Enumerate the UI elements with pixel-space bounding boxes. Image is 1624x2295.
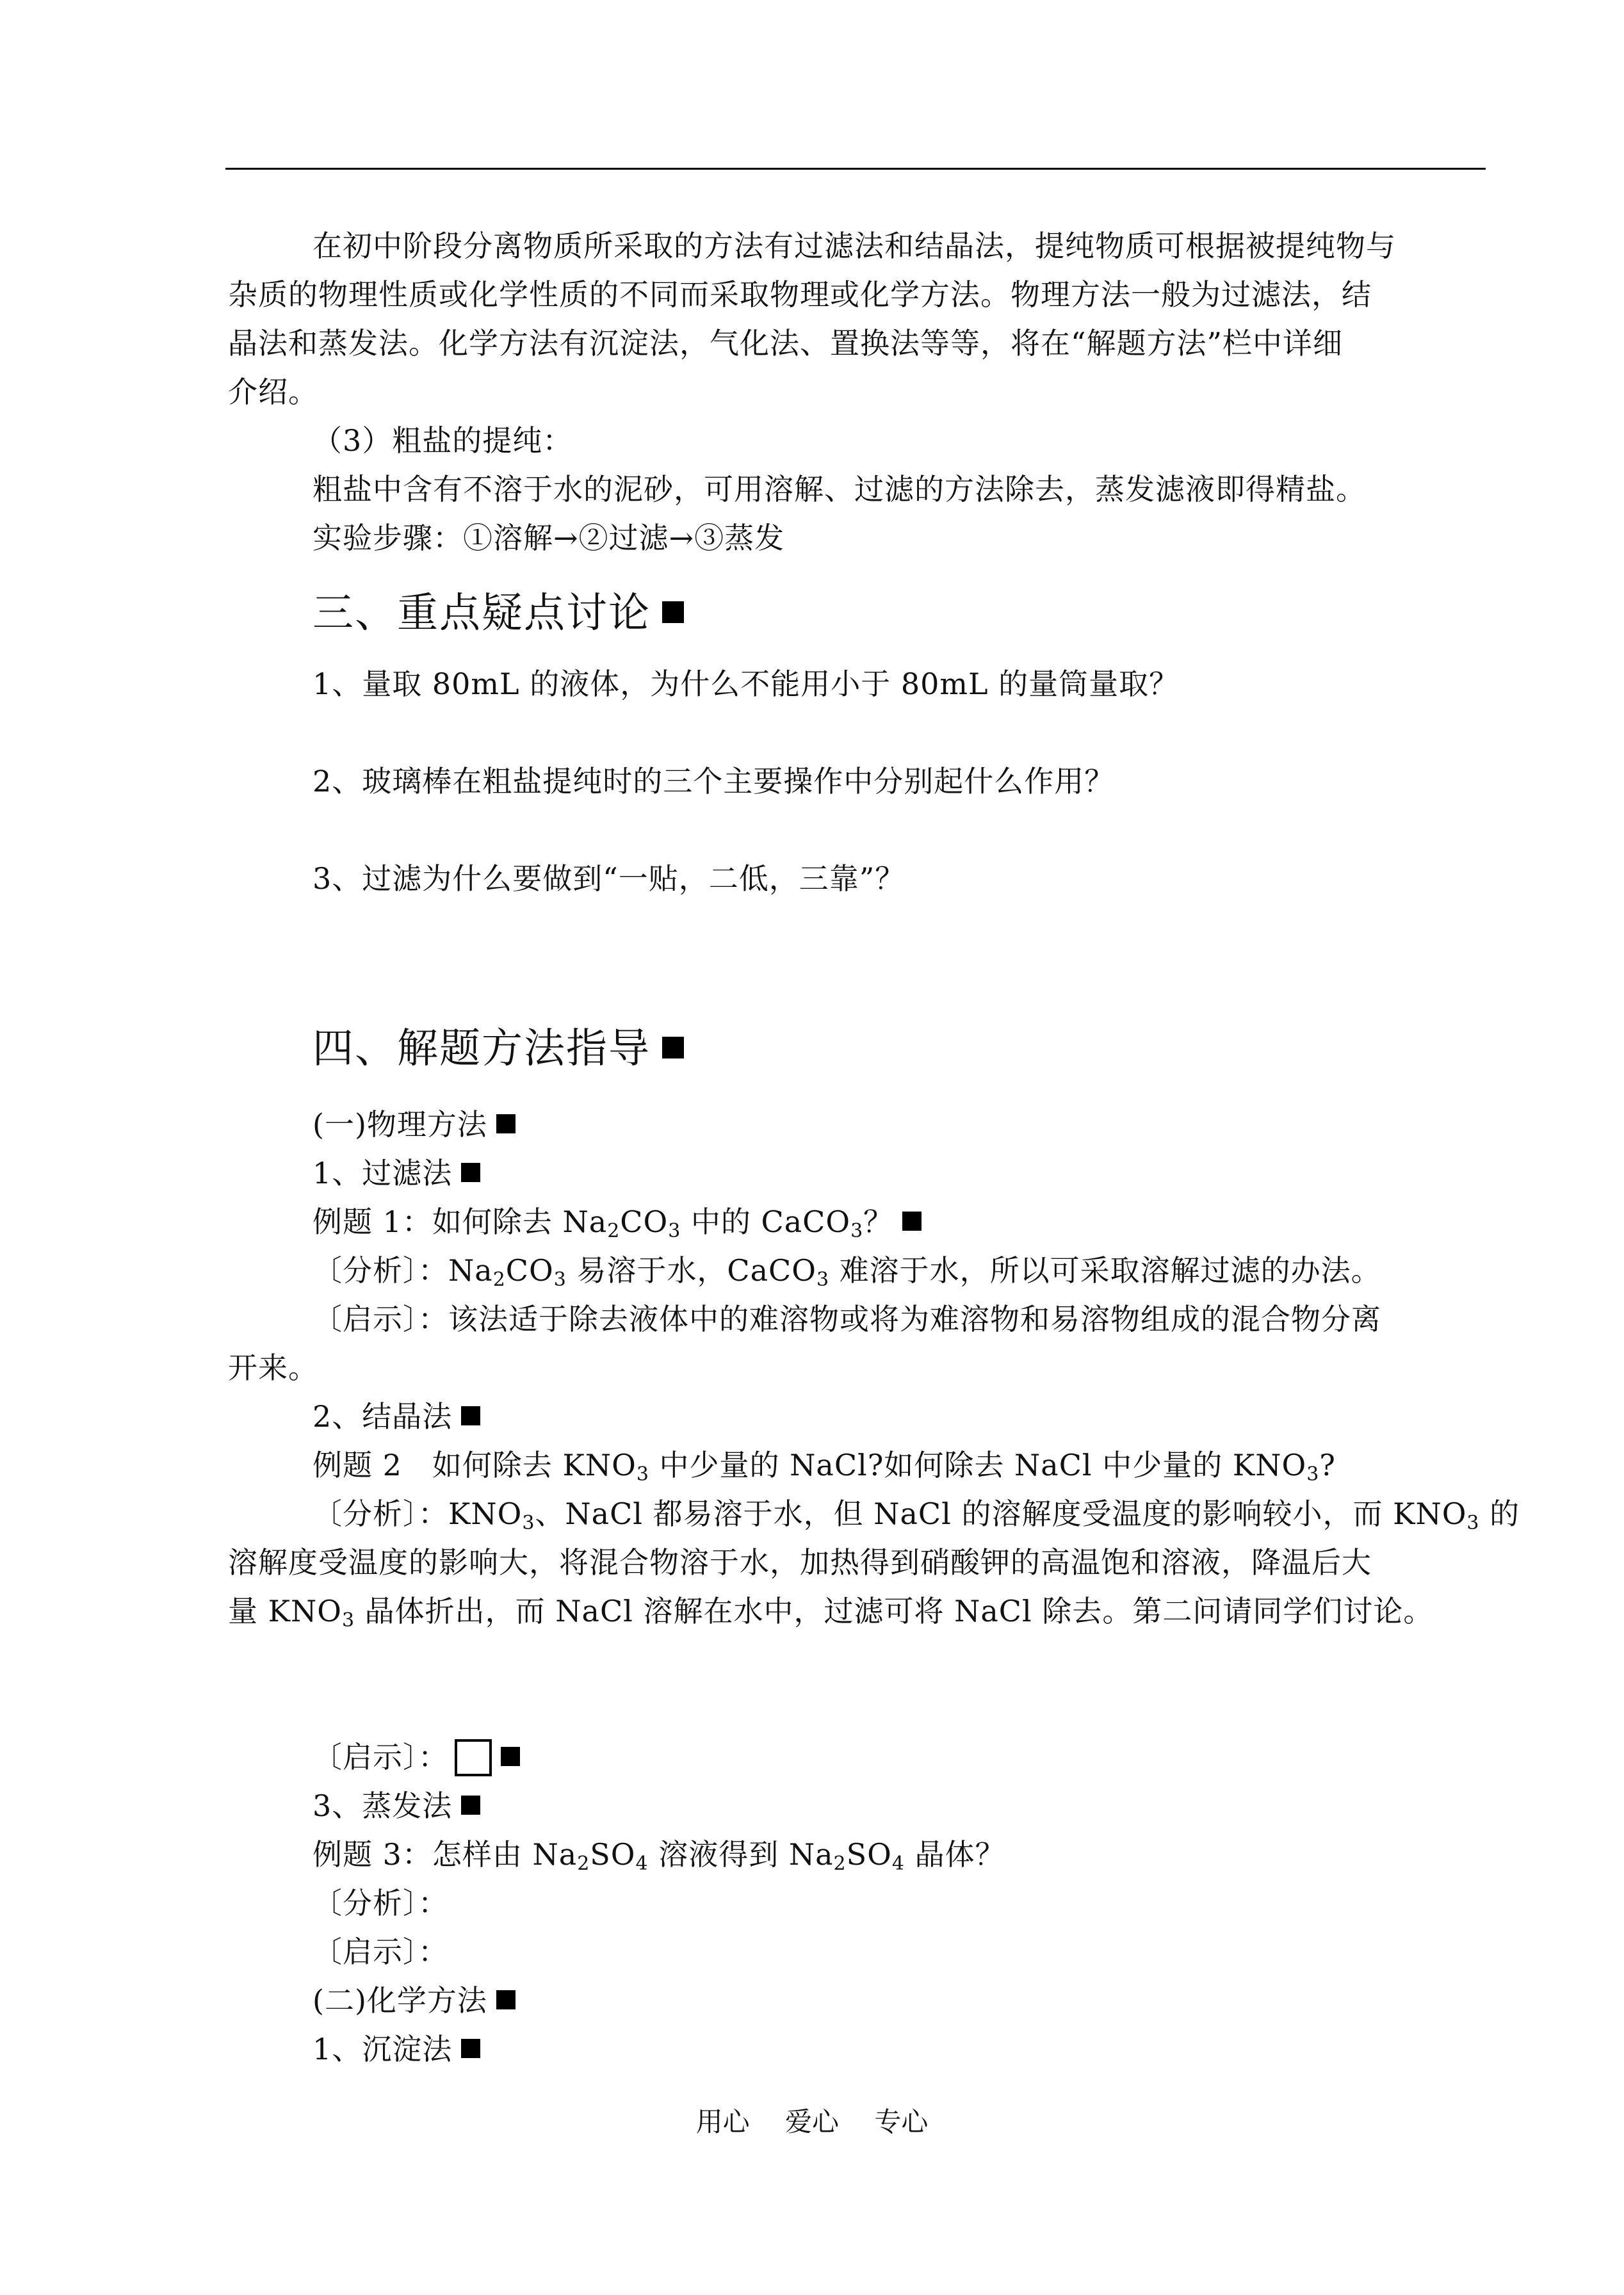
- section-4-title: 四、解题方法指导: [313, 1025, 651, 1073]
- example-2-analysis-line-1: [313, 1495, 1520, 1533]
- page-footer: 用心 爱心 专心: [695, 2106, 929, 2137]
- text-run: 中少量的 NaCl?如何除去 NaCl 中少量的 KNO: [649, 1448, 1307, 1482]
- square-marker-icon: [461, 1406, 480, 1425]
- square-marker-icon: [461, 2039, 480, 2058]
- physical-methods-label: (一)物理方法: [313, 1107, 487, 1142]
- subscript: 2: [607, 1220, 621, 1242]
- header-rule: [225, 168, 1486, 170]
- subscript: 2: [577, 1853, 590, 1875]
- subscript: 3: [636, 1463, 649, 1486]
- text-run: CO: [505, 1253, 554, 1288]
- text-run: SO: [846, 1837, 892, 1872]
- evaporation-heading: [313, 1787, 480, 1825]
- example-3-analysis: 〔分析〕：: [313, 1886, 448, 1920]
- crystallization-heading: [313, 1397, 480, 1436]
- text-run: 中的 CaCO: [681, 1204, 851, 1239]
- subscript: 4: [635, 1853, 649, 1875]
- answer-box: [455, 1739, 492, 1776]
- square-marker-icon: [496, 1114, 516, 1133]
- intro-line-3: 晶法和蒸发法。化学方法有沉淀法，气化法、置换法等等，将在“解题方法”栏中详细: [228, 326, 1344, 361]
- text-run: ?: [1319, 1448, 1336, 1482]
- intro-line-4: 介绍。: [228, 375, 318, 409]
- text-run: 晶体？: [904, 1837, 1005, 1872]
- precipitation-label: 1、沉淀法: [313, 2032, 453, 2066]
- example-2-analysis-line-3: [228, 1592, 1433, 1630]
- subscript: 3: [522, 1512, 535, 1534]
- subscript: 2: [492, 1269, 506, 1291]
- text-run: 、NaCl 都易溶于水，但 NaCl 的溶解度受温度的影响较小，而 KNO: [535, 1496, 1467, 1531]
- subscript: 3: [341, 1609, 355, 1632]
- example-1-analysis: [313, 1251, 1381, 1290]
- intro-line-2: 杂质的物理性质或化学性质的不同而采取物理或化学方法。物理方法一般为过滤法，结: [228, 277, 1372, 312]
- subscript: 3: [850, 1220, 864, 1242]
- example-2-hint-label: 〔启示〕：: [313, 1740, 448, 1774]
- subscript: 3: [1466, 1512, 1480, 1534]
- square-marker-icon: [461, 1796, 480, 1815]
- example-2-hint: [313, 1738, 520, 1776]
- question-1: 1、量取 80mL 的液体，为什么不能用小于 80mL 的量筒量取？: [313, 667, 1180, 701]
- example-2-analysis-line-2: 溶解度受温度的影响大，将混合物溶于水，加热得到硝酸钾的高温饱和溶液，降温后大: [228, 1545, 1372, 1580]
- filtration-label: 1、过滤法: [313, 1156, 453, 1190]
- section-3-title: 三、重点疑点讨论: [313, 590, 651, 637]
- text-run: SO: [590, 1837, 636, 1872]
- text-run: ？: [863, 1204, 894, 1239]
- text-run: 〔分析〕：Na: [313, 1253, 493, 1288]
- square-marker-icon: [902, 1212, 922, 1231]
- crude-salt-desc: 粗盐中含有不溶于水的泥砂，可用溶解、过滤的方法除去，蒸发滤液即得精盐。: [313, 472, 1366, 507]
- square-marker-icon: [501, 1747, 520, 1766]
- text-run: 〔分析〕：KNO: [313, 1496, 523, 1531]
- example-3-hint: 〔启示〕：: [313, 1934, 448, 1969]
- question-2: 2、玻璃棒在粗盐提纯时的三个主要操作中分别起什么作用？: [313, 764, 1115, 799]
- subscript: 3: [1306, 1463, 1320, 1486]
- text-run: 易溶于水，CaCO: [566, 1253, 816, 1288]
- square-marker-icon: [662, 601, 684, 623]
- crude-salt-heading: （3）粗盐的提纯：: [313, 423, 573, 458]
- text-run: 例题 3：怎样由 Na: [313, 1837, 578, 1872]
- square-marker-icon: [662, 1037, 684, 1058]
- text-run: 的: [1479, 1496, 1520, 1531]
- text-run: 晶体折出，而 NaCl 溶解在水中，过滤可将 NaCl 除去。第二问请同学们讨论。: [355, 1594, 1434, 1628]
- subscript: 3: [816, 1269, 830, 1291]
- question-3: 3、过滤为什么要做到“一贴，二低，三靠”？: [313, 861, 905, 896]
- square-marker-icon: [461, 1163, 480, 1182]
- intro-line-1: 在初中阶段分离物质所采取的方法有过滤法和结晶法，提纯物质可根据被提纯物与: [313, 229, 1396, 263]
- evaporation-label: 3、蒸发法: [313, 1788, 453, 1823]
- example-2: [313, 1446, 1336, 1484]
- chemical-methods-label: (二)化学方法: [313, 1983, 487, 2018]
- example-3: [313, 1835, 1005, 1874]
- chemical-methods-heading: [313, 1981, 516, 2020]
- filtration-heading: [313, 1154, 480, 1192]
- text-run: 难溶于水，所以可采取溶解过滤的办法。: [829, 1253, 1381, 1288]
- subscript: 3: [553, 1269, 567, 1291]
- example-1-hint-line-1: 〔启示〕：该法适于除去液体中的难溶物或将为难溶物和易溶物组成的混合物分离: [313, 1302, 1381, 1336]
- crude-salt-steps: 实验步骤：①溶解→②过滤→③蒸发: [313, 521, 785, 555]
- text-run: 例题 1：如何除去 Na: [313, 1204, 608, 1239]
- subscript: 3: [668, 1220, 681, 1242]
- physical-methods-heading: [313, 1105, 516, 1144]
- example-1-hint-line-2: 开来。: [228, 1350, 318, 1385]
- subscript: 2: [833, 1853, 847, 1875]
- subscript: 4: [891, 1853, 905, 1875]
- text-run: 例题 2 如何除去 KNO: [313, 1448, 637, 1482]
- section-3-heading: [313, 588, 684, 639]
- text-run: 溶液得到 Na: [648, 1837, 834, 1872]
- section-4-heading: [313, 1023, 684, 1075]
- text-run: 量 KNO: [228, 1594, 342, 1628]
- precipitation-heading: [313, 2030, 480, 2068]
- square-marker-icon: [496, 1990, 516, 2009]
- text-run: CO: [620, 1204, 669, 1239]
- crystallization-label: 2、结晶法: [313, 1399, 453, 1434]
- example-1: [313, 1203, 922, 1241]
